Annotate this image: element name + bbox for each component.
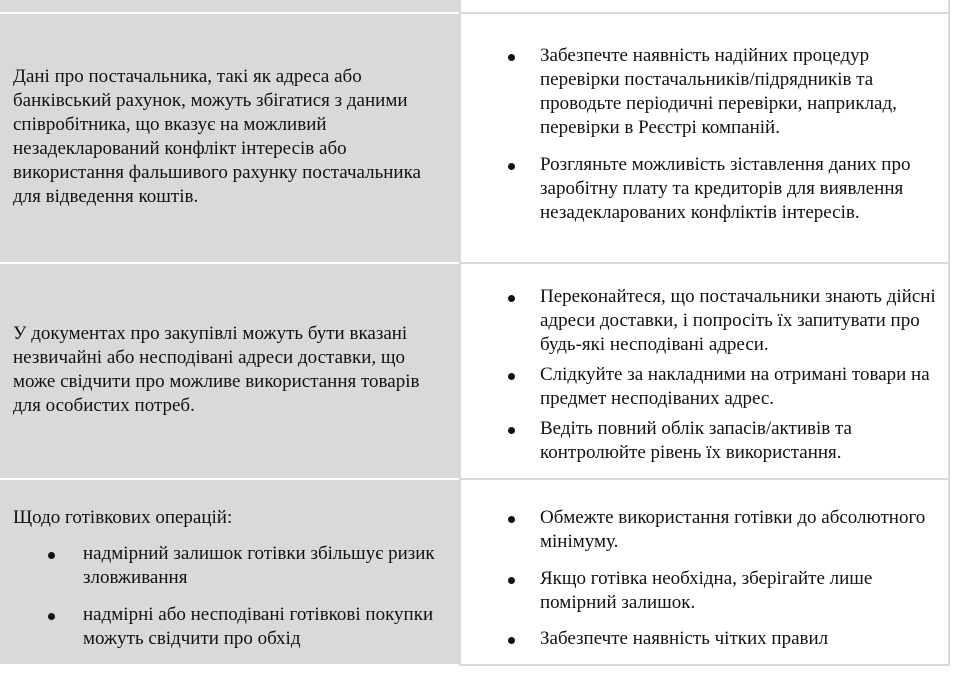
control-cell (459, 264, 950, 478)
control-item: Ведіть повний облік запасів/активів та контролюйте рівень їх використання. (461, 417, 948, 465)
control-item: Забезпечте наявність надійних процедур перевірки постачальників/підрядників та проводьте періодичні перевірки, наприклад, перевірки в Реєстрі компаній. (461, 44, 948, 140)
control-item: Переконайтеся, що постачальники знають дійсні адреси доставки, і попросіть їх запитувати про будь-які несподівані адреси. (461, 285, 948, 357)
table-row (0, 480, 950, 664)
control-cell (459, 480, 950, 664)
risk-description: Дані про постачальника, такі як адреса або банківський рахунок, можуть збігатися з даними співробітника, що вказує на можливий незадекларований конфлікт інтересів або використання фальшивого рахунку постачальника для відведення коштів. (13, 66, 421, 207)
risk-description: У документах про закупівлі можуть бути вказані незвичайні або несподівані адреси доставки, що може свідчити про можливе використання товарів для особистих потреб. (13, 323, 420, 416)
bullet-icon (508, 163, 515, 170)
risk-cell (0, 480, 459, 664)
control-item: Слідкуйте за накладними на отримані товари на предмет несподіваних адрес. (461, 363, 948, 411)
control-item: Якщо готівка необхідна, зберігайте лише помірний залишок. (461, 567, 948, 615)
control-item: Забезпечте наявність чітких правил (461, 627, 948, 651)
bullet-icon (508, 577, 515, 584)
risk-cell (0, 14, 459, 262)
control-item: Обмежте використання готівки до абсолютного мінімуму. (461, 506, 948, 554)
bullet-icon (508, 637, 515, 644)
risk-intro: Щодо готівкових операцій: (13, 507, 233, 528)
bullet-icon (508, 54, 515, 61)
control-cell (459, 0, 950, 12)
risk-item: надмірні або несподівані готівкові покупки можуть свідчити про обхід (0, 603, 445, 651)
control-cell (459, 14, 950, 262)
risk-cell (0, 0, 459, 12)
bullet-icon (508, 295, 515, 302)
bullet-icon (48, 613, 55, 620)
table-row (0, 14, 950, 262)
bullet-icon (48, 552, 55, 559)
table-row-top-partial (0, 0, 950, 12)
bullet-icon (508, 373, 515, 380)
risk-item: надмірний залишок готівки збільшує ризик зловживання (0, 542, 445, 590)
bullet-icon (508, 516, 515, 523)
control-item: Розгляньте можливість зіставлення даних про заробітну плату та кредиторів для виявлення незадекларованих конфліктів інтересів. (461, 153, 948, 225)
bullet-icon (508, 427, 515, 434)
table-row (0, 264, 950, 478)
row-divider (459, 664, 950, 666)
risk-cell (0, 264, 459, 478)
